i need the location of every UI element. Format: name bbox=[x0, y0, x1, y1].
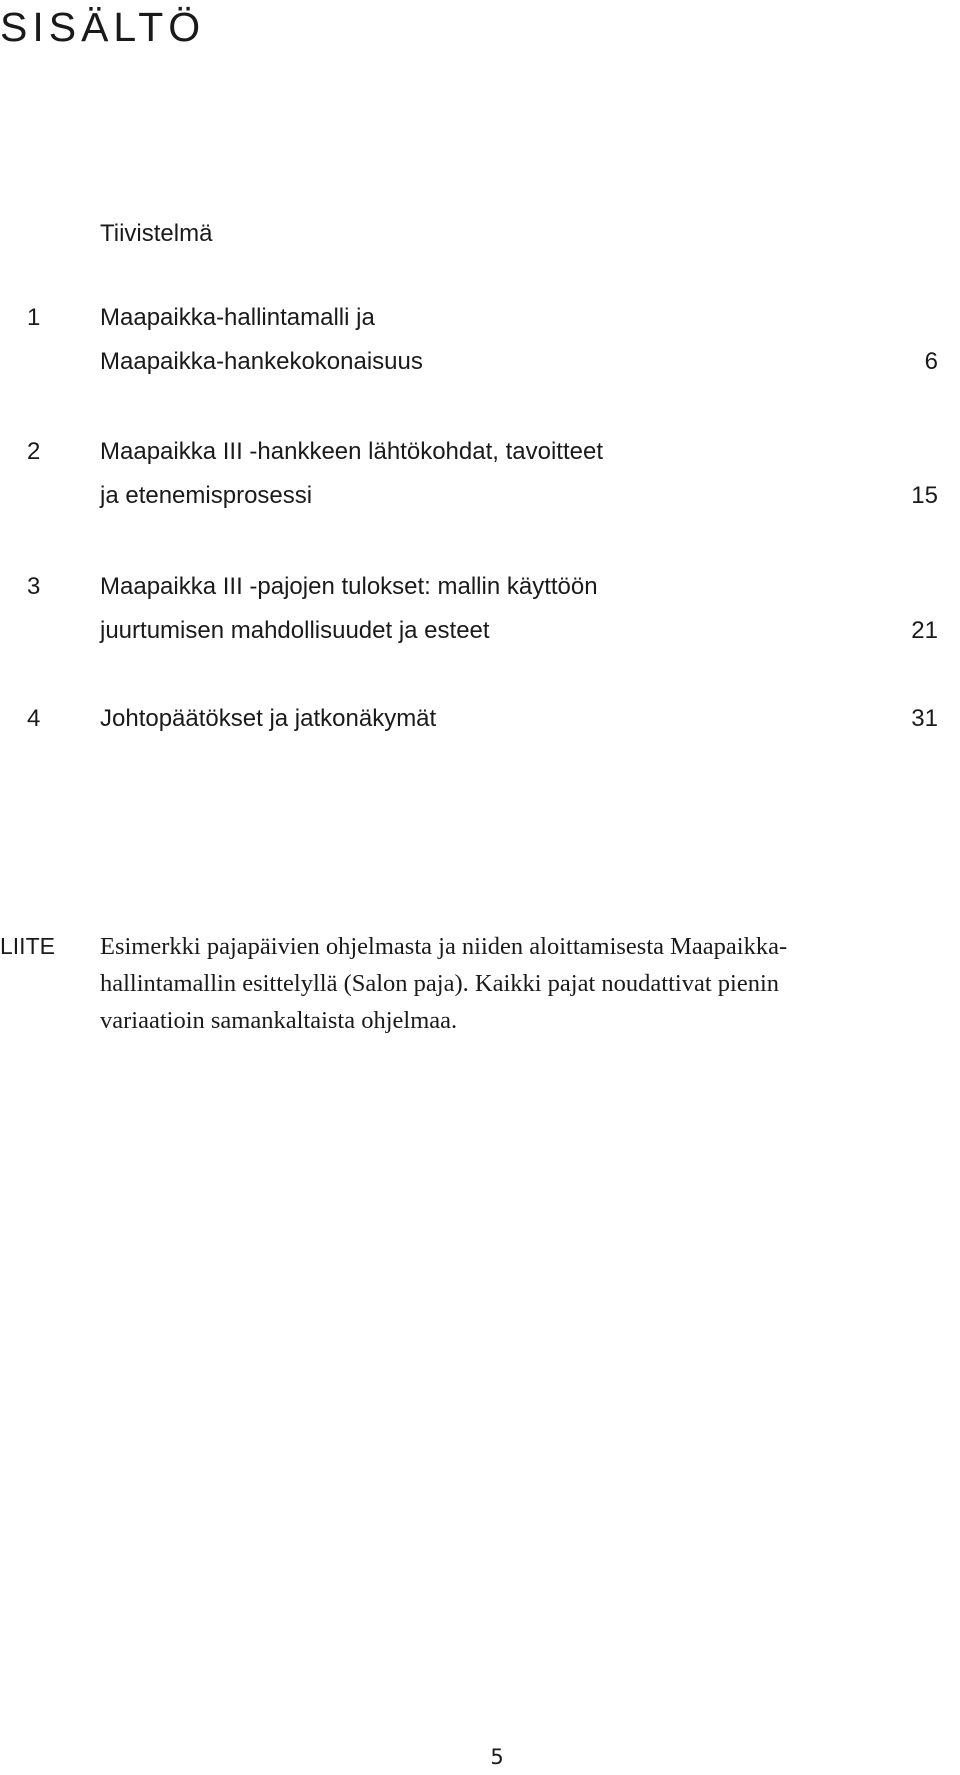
toc-entry-title bbox=[100, 212, 820, 256]
toc-entry-page: 6 bbox=[924, 348, 938, 375]
toc-entry-title bbox=[100, 430, 820, 518]
toc-entry-page: 15 bbox=[911, 482, 938, 509]
appendix-line: Esimerkki pajapäivien ohjelmasta ja niiden aloittamisesta Maapaikka- bbox=[100, 933, 788, 960]
toc-entry-title-line: ja etenemisprosessi bbox=[100, 482, 313, 509]
page-number: 5 bbox=[490, 1745, 504, 1769]
appendix-label: LIITE bbox=[0, 933, 55, 959]
page-title: SISÄLTÖ bbox=[0, 4, 206, 50]
toc-entry-number: 3 bbox=[27, 573, 41, 600]
toc-entry-title bbox=[100, 697, 820, 741]
appendix-line: variaatioin samankaltaista ohjelmaa. bbox=[100, 1007, 458, 1034]
toc-entry-title bbox=[100, 296, 820, 384]
toc-entry-title-line: Johtopäätökset ja jatkonäkymät bbox=[100, 705, 437, 732]
appendix-description bbox=[100, 928, 950, 1039]
toc-entry-number: 4 bbox=[27, 705, 41, 732]
toc-entry-title bbox=[100, 565, 820, 653]
toc-entry-page: 31 bbox=[911, 705, 938, 732]
toc-entry-title-line: Maapaikka III -pajojen tulokset: mallin käyttöön bbox=[100, 573, 598, 600]
toc-entry-number: 2 bbox=[27, 438, 41, 465]
toc-entry-number: 1 bbox=[27, 304, 41, 331]
toc-entry-title-line: juurtumisen mahdollisuudet ja esteet bbox=[100, 617, 490, 644]
toc-entry-page: 21 bbox=[911, 617, 938, 644]
appendix-line: hallintamallin esittelyllä (Salon paja). Kaikki pajat noudattivat pienin bbox=[100, 970, 780, 997]
toc-entry-title-line: Maapaikka-hankekokonaisuus bbox=[100, 348, 423, 375]
toc-entry-title-line: Tiivistelmä bbox=[100, 220, 213, 247]
toc-entry-title-line: Maapaikka-hallintamalli ja bbox=[100, 304, 375, 331]
toc-entry-title-line: Maapaikka III -hankkeen lähtökohdat, tavoitteet bbox=[100, 438, 603, 465]
